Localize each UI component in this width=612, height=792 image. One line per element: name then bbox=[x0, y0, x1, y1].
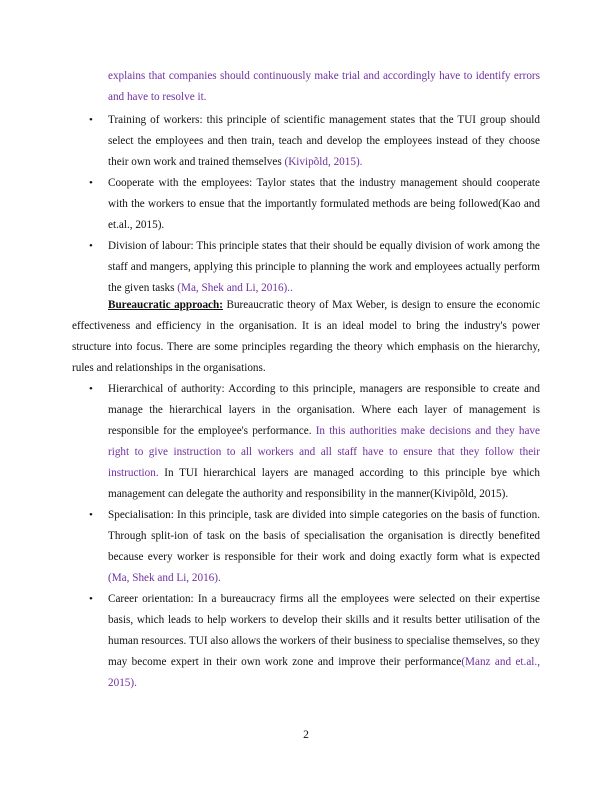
bureaucratic-paragraph bbox=[72, 295, 540, 379]
list-item-text: Specialisation: In this principle, task are divided into simple categories on the basis of function. Through split-ion of task on the basis of specialisation the organisation is directly benefited because every worker is responsible for their work and doing exactly form what is expected bbox=[108, 509, 540, 563]
bureaucratic-principles-list bbox=[72, 379, 540, 694]
list-item bbox=[72, 505, 540, 589]
scientific-principles-list bbox=[72, 110, 540, 299]
highlighted-text: In this authorities make decisions and they have right to give instruction to all workers and all staff have to ensure that they follow their instruction. bbox=[108, 425, 540, 479]
bullet: • bbox=[89, 177, 93, 189]
paragraph-text: Bureaucratic theory of Max Weber, is design to ensure the economic effectiveness and efficiency in the organisation. It is an ideal model to bring the industry's power structure into focus. There are some principles regarding the theory which emphasis on the hierarchy, rules and relationships in the organisations. bbox=[72, 299, 540, 374]
bullet: • bbox=[89, 383, 93, 395]
list-item-text: Career orientation: In a bureaucracy firms all the employees were selected on their expertise basis, which leads to help workers to develop their skills and it results better utilisation of the human resources. TUI also allows the workers of their business to specialise themselves, so they may become expert in their own work zone and improve their performance bbox=[108, 593, 540, 668]
list-item-text: Training of workers: this principle of scientific management states that the TUI group should select the employees and then train, teach and develop the employees instead of they choose their own work and trained themselves bbox=[108, 114, 540, 168]
continuation-text: explains that companies should continuously make trial and accordingly have to identify errors and have to resolve it. bbox=[108, 70, 540, 103]
list-item bbox=[72, 379, 540, 505]
bullet: • bbox=[89, 593, 93, 605]
citation: (Ma, Shek and Li, 2016).. bbox=[177, 282, 293, 294]
list-item bbox=[72, 589, 540, 694]
list-item bbox=[72, 173, 540, 236]
citation: (Ma, Shek and Li, 2016). bbox=[108, 572, 221, 584]
list-item-text: Cooperate with the employees: Taylor states that the industry management should cooperate with the workers to ensue that the importantly formulated methods are being followed(Kao and et.al., 2015). bbox=[108, 177, 540, 231]
page-number: 2 bbox=[303, 729, 309, 741]
list-item-text: Division of labour: This principle states that their should be equally division of work among the staff and mangers, applying this principle to planning the work and employees actually perform the given tasks bbox=[108, 240, 540, 294]
bullet: • bbox=[89, 240, 93, 252]
list-item-tail: In TUI hierarchical layers are managed according to this principle bye which management can delegate the authority and responsibility in the manner(Kivipõld, 2015). bbox=[108, 467, 540, 500]
list-item-text: Hierarchical of authority: According to this principle, managers are responsible to create and manage the hierarchical layers in the organisation. Where each layer of management is responsible for the employee's performance. bbox=[108, 383, 540, 437]
list-item bbox=[72, 110, 540, 173]
bullet: • bbox=[89, 509, 93, 521]
section-heading: Bureaucratic approach: bbox=[108, 299, 223, 311]
citation: (Manz and et.al., 2015). bbox=[108, 656, 540, 689]
bullet: • bbox=[89, 114, 93, 126]
citation: (Kivipõld, 2015). bbox=[284, 156, 363, 168]
list-item bbox=[72, 236, 540, 299]
